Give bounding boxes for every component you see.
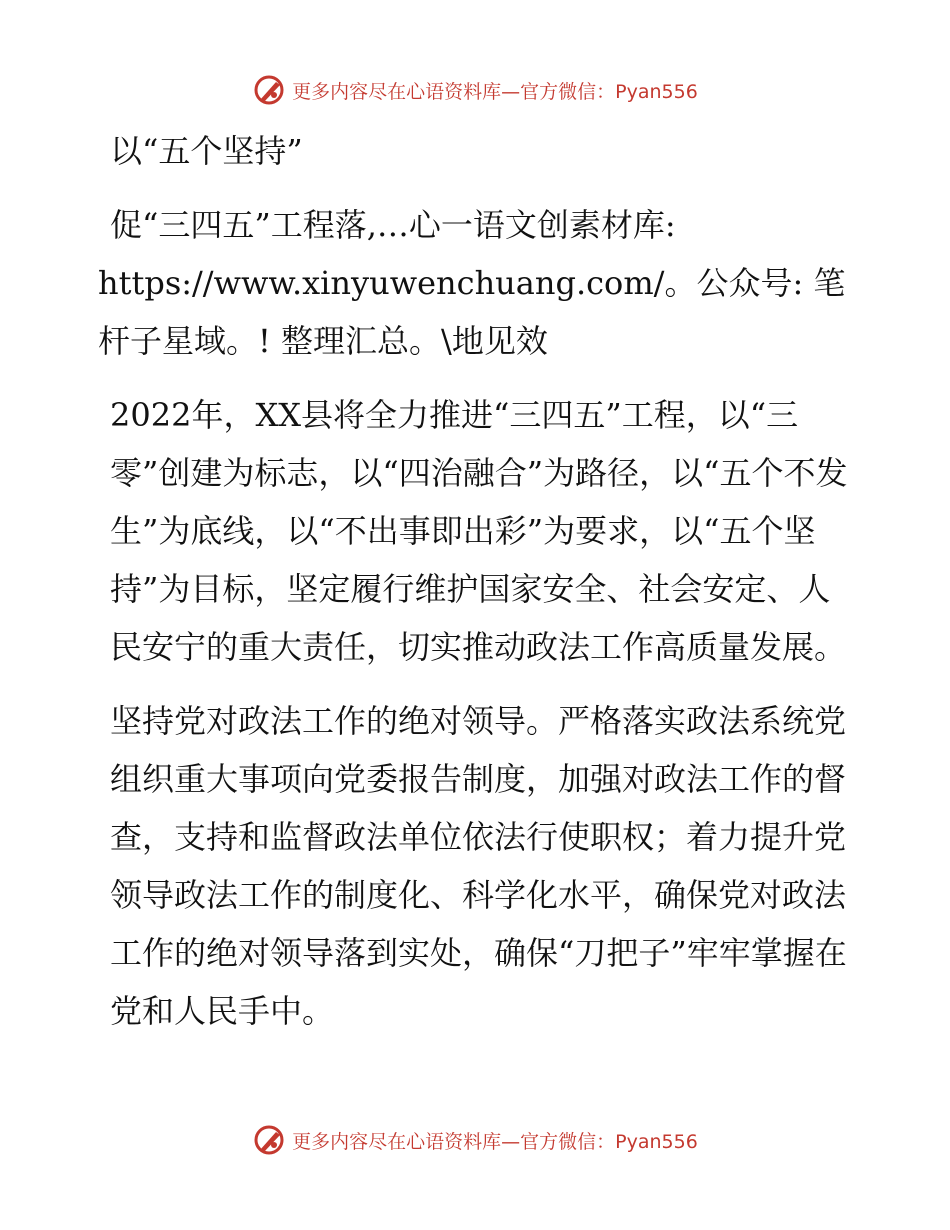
heading-line-1: 以“五个坚持” [110, 132, 303, 170]
watermark-banner-top [0, 70, 950, 110]
watermark-handle: Pyan556 [615, 80, 698, 103]
heading-line-2: 促“三四五”工程落,…心一语文创素材库: [110, 206, 676, 244]
heading-line-4: 杆子星域。! 整理汇总。\地见效 [98, 322, 548, 360]
watermark-text: 更多内容尽在心语资料库—官方微信：Pyan556 [292, 1130, 698, 1153]
heading-line-3: https://www.xinyuwenchuang.com/。公众号: 笔 [98, 264, 846, 302]
watermark-banner-bottom [0, 1120, 950, 1160]
paragraph-party-leadership: 坚持党对政法工作的绝对领导。严格落实政法系统党组织重大事项向党委报告制度，加强对政法工作的督查，支持和监督政法单位依法行使职权；着力提升党领导政法工作的制度化、科学化水平，确保党对政法工作的绝对领导落到实处，确保“刀把子”牢牢掌握在党和人民手中。 [110, 702, 847, 1030]
watermark-handle: Pyan556 [615, 1130, 698, 1153]
quill-pen-logo-icon [252, 1123, 286, 1157]
document-body [98, 122, 850, 1040]
quill-pen-logo-icon [252, 73, 286, 107]
watermark-text: 更多内容尽在心语资料库—官方微信：Pyan556 [292, 80, 698, 103]
paragraph-overview: 2022年，XX县将全力推进“三四五”工程，以“三零”创建为标志，以“四治融合”为路径，以“五个不发生”为底线，以“不出事即出彩”为要求，以“五个坚持”为目标，坚定履行维护国家安全、社会安定、人民安宁的重大责任，切实推动政法工作高质量发展。 [110, 396, 848, 666]
